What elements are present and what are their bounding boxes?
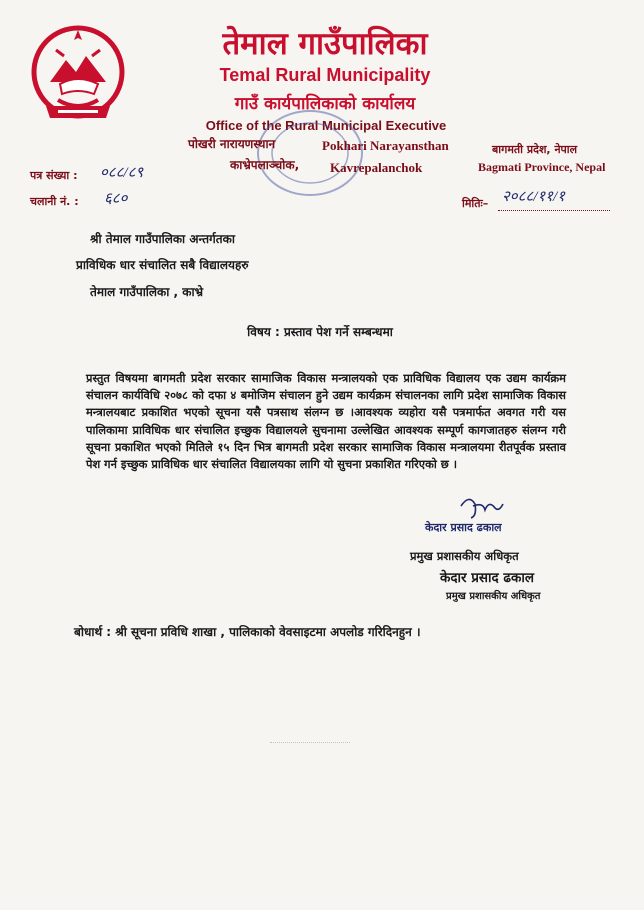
handwritten-signature-name: केदार प्रसाद ढकाल [425, 521, 502, 534]
office-name-np: गाउँ कार्यपालिकाको कार्यालय [234, 94, 416, 114]
recipient-line-2: प्राविधिक धार संचालित सबै विद्यालयहरु [76, 258, 249, 272]
dispatch-number-label: चलानी नं. : [30, 195, 79, 208]
date-dotted-line [498, 210, 610, 211]
office-name-en: Office of the Rural Municipal Executive [205, 118, 447, 133]
faint-dotted-mark [270, 742, 350, 743]
address-line2-np: काभ्रेपलाञ्चोक, [230, 158, 300, 172]
municipality-name-en: Temal Rural Municipality [219, 65, 431, 85]
letter-number-label: पत्र संख्या : [30, 169, 78, 182]
municipality-name-np: तेमाल गाउँपालिका [222, 26, 428, 62]
nepal-emblem-icon [28, 20, 128, 128]
address-line1-en: Pokhari Narayansthan [322, 138, 449, 153]
stamp-designation: प्रमुख प्रशासकीय अधिकृत [446, 591, 541, 602]
dispatch-number-value: ६८० [104, 191, 128, 207]
signatory-designation: प्रमुख प्रशासकीय अधिकृत [410, 549, 519, 563]
recipient-line-3: तेमाल गाउँपालिका , काभ्रे [90, 285, 204, 299]
subject-line: विषय : प्रस्ताव पेश गर्ने सम्बन्धमा [247, 325, 393, 339]
stamp-name: केदार प्रसाद ढकाल [440, 570, 535, 586]
date-value: २०८८/११/१ [502, 189, 565, 205]
cc-line: बोधार्थ : श्री सूचना प्रविधि शाखा , पालिकाको वेवसाइटमा अपलोड गरिदिनहुन । [74, 625, 421, 639]
recipient-line-1: श्री तेमाल गाउँपालिका अन्तर्गतका [90, 232, 235, 246]
address-line2-en: Kavrepalanchok [330, 160, 423, 175]
address-line1-np: पोखरी नारायणस्थान [188, 137, 276, 151]
date-label: मितिः– [462, 197, 489, 210]
letter-number-value: ०८८/८९ [100, 165, 144, 181]
province-np: बागमती प्रदेश, नेपाल [492, 143, 578, 156]
body-paragraph: प्रस्तुत विषयमा बागमती प्रदेश सरकार सामाजिक विकास मन्त्रालयको एक प्राविधिक विद्यालय एक उद्यम कार्यक्रम संचालन कार्यविधि २०७८ को दफा ४ बमोजिम संचालन हुने उद्यम कार्यक्रम संचालनका लागि प्रदेश सामाजिक विकास मन्त्रालयबाट प्रकाशित भएको सूचना यसै पत्रसाथ संलग्न छ ।आवश्यक व्यहोरा यसै पत्रमार्फत अवगत गरी यस पालिकामा प्राविधिक धार संचालित इच्छुक विद्यालयले सुचनामा उल्लेखित आवश्यक सम्पूर्ण कागजातहरु संलग्न गरी सूचना प्रकाशित भएको मितिले १५ दिन भित्र बागमती प्रदेश सरकार सामाजिक विकास मन्त्रालयमा रीतपूर्वक प्रस्ताव पेश गर्न इच्छुक प्राविधिक धार संचालित विद्यालयका लागि यो सुचना प्रकाशित गरिएको छ । [86, 371, 566, 472]
province-en: Bagmati Province, Nepal [478, 160, 606, 174]
handwritten-signature-icon [455, 492, 505, 520]
